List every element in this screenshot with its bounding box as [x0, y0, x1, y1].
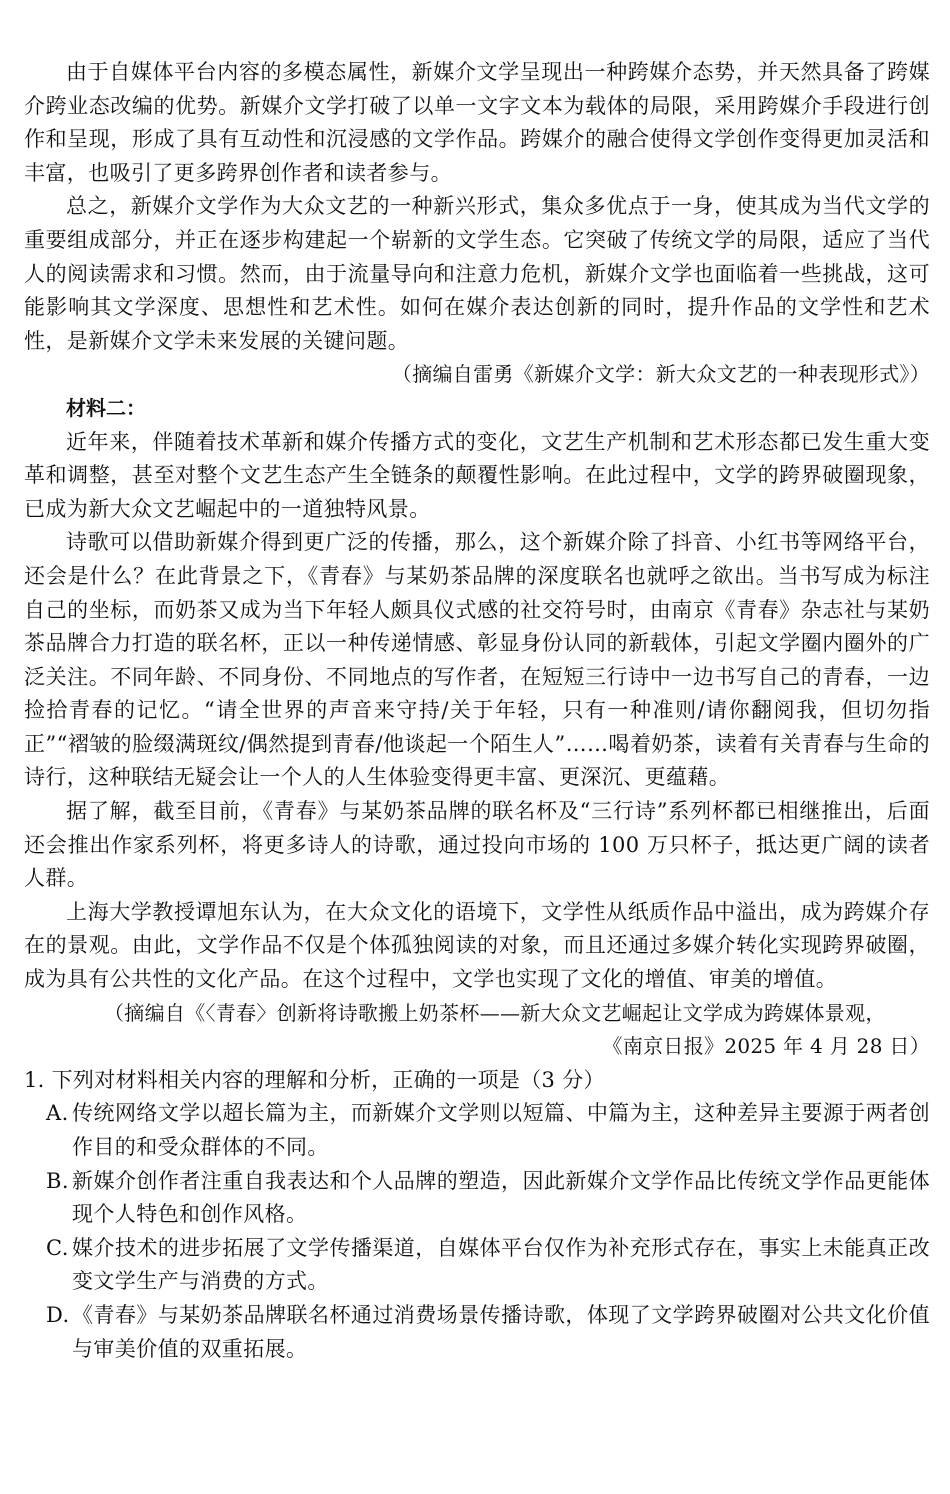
material-one-paragraph-1: 由于自媒体平台内容的多模态属性，新媒介文学呈现出一种跨媒介态势，并天然具备了跨媒介跨业态改编的优势。新媒介文学打破了以单一文字文本为载体的局限，采用跨媒介手段进行创作和呈现，形成了具有互动性和沉浸感的文学作品。跨媒介的融合使得文学创作变得更加灵活和丰富，也吸引了更多跨界创作者和读者参与。 [24, 60, 930, 185]
option-d-label: D. [46, 1302, 70, 1327]
option-b[interactable] [24, 1165, 930, 1232]
option-b-text: 新媒介创作者注重自我表达和个人品牌的塑造，因此新媒介文学作品比传统文学作品更能体现个人特色和创作风格。 [72, 1168, 930, 1227]
question-one-section [24, 1064, 930, 1366]
option-b-label: B. [46, 1168, 69, 1193]
material-two-source [24, 997, 930, 1064]
material-two-paragraph-2: 诗歌可以借助新媒介得到更广泛的传播，那么，这个新媒介除了抖音、小红书等网络平台，还会是什么？在此背景之下，《青春》与某奶茶品牌的深度联名也就呼之欲出。当书写成为标注自己的坐标，而奶茶又成为当下年轻人颇具仪式感的社交符号时，由南京《青春》杂志社与某奶茶品牌合力打造的联名杯，正以一种传递情感、彰显身份认同的新载体，引起文学圈内圈外的广泛关注。不同年龄、不同身份、不同地点的写作者，在短短三行诗中一边书写自己的青春，一边捡拾青春的记忆。“请全世界的声音来守持/关于年轻，只有一种准则/请你翻阅我，但切勿指正”“褶皱的脸缀满斑纹/偶然提到青春/他谈起一个陌生人”……喝着奶茶，读着有关青春与生命的诗行，这种联结无疑会让一个人的人生体验变得更丰富、更深沉、更蕴藉。 [24, 530, 930, 790]
option-c[interactable] [24, 1232, 930, 1299]
material-two-paragraph-4: 上海大学教授谭旭东认为，在大众文化的语境下，文学性从纸质作品中溢出，成为跨媒介存在的景观。由此，文学作品不仅是个体孤独阅读的对象，而且还通过多媒介转化实现跨界破圈，成为具有公共性的文化产品。在这个过程中，文学也实现了文化的增值、审美的增值。 [24, 899, 930, 992]
option-c-text: 媒介技术的进步拓展了文学传播渠道，自媒体平台仅作为补充形式存在，事实上未能真正改变文学生产与消费的方式。 [72, 1235, 930, 1294]
material-two-source-line-2: 《南京日报》2025 年 4 月 28 日） [602, 1034, 930, 1059]
option-a-label: A. [46, 1101, 69, 1126]
material-two-heading: 材料二： [66, 395, 146, 420]
option-a-text: 传统网络文学以超长篇为主，而新媒介文学则以短篇、中篇为主，这种差异主要源于两者创作目的和受众群体的不同。 [72, 1101, 930, 1159]
material-one-paragraph-2: 总之，新媒介文学作为大众文艺的一种新兴形式，集众多优点于一身，使其成为当代文学的重要组成部分，并正在逐步构建起一个崭新的文学生态。它突破了传统文学的局限，适应了当代人的阅读需求和习惯。然而，由于流量导向和注意力危机，新媒介文学也面临着一些挑战，这可能影响其文学深度、思想性和艺术性。如何在媒介表达创新的同时，提升作品的文学性和艺术性，是新媒介文学未来发展的关键问题。 [24, 194, 930, 353]
material-one-source: （摘编自雷勇《新媒介文学：新大众文艺的一种表现形式》） [391, 362, 930, 387]
material-two-paragraph-3: 据了解，截至目前，《青春》与某奶茶品牌的联名杯及“三行诗”系列杯都已相继推出，后面还会推出作家系列杯，将更多诗人的诗歌，通过投向市场的 100 万只杯子，抵达更广阔的读者人群。 [24, 799, 930, 891]
material-two-source-line-1: （摘编自《〈青春〉创新将诗歌搬上奶茶杯——新大众文艺崛起让文学成为跨媒体景观， [104, 1000, 886, 1025]
option-d[interactable] [24, 1299, 930, 1366]
exam-page [24, 56, 930, 1366]
material-two-paragraph-1: 近年来，伴随着技术革新和媒介传播方式的变化，文艺生产机制和艺术形态都已发生重大变革和调整，甚至对整个文艺生态产生全链条的颠覆性影响。在此过程中，文学的跨界破圈现象，已成为新大众文艺崛起中的一道独特风景。 [24, 429, 930, 521]
option-d-text: 《青春》与某奶茶品牌联名杯通过消费场景传播诗歌，体现了文学跨界破圈对公共文化价值与审美价值的双重拓展。 [72, 1302, 930, 1361]
option-c-label: C. [46, 1235, 69, 1260]
material-one-section [24, 56, 930, 392]
option-a[interactable] [24, 1097, 930, 1164]
question-one-stem: 1. 下列对材料相关内容的理解和分析，正确的一项是（3 分） [24, 1067, 605, 1092]
material-two-section [24, 392, 930, 1064]
